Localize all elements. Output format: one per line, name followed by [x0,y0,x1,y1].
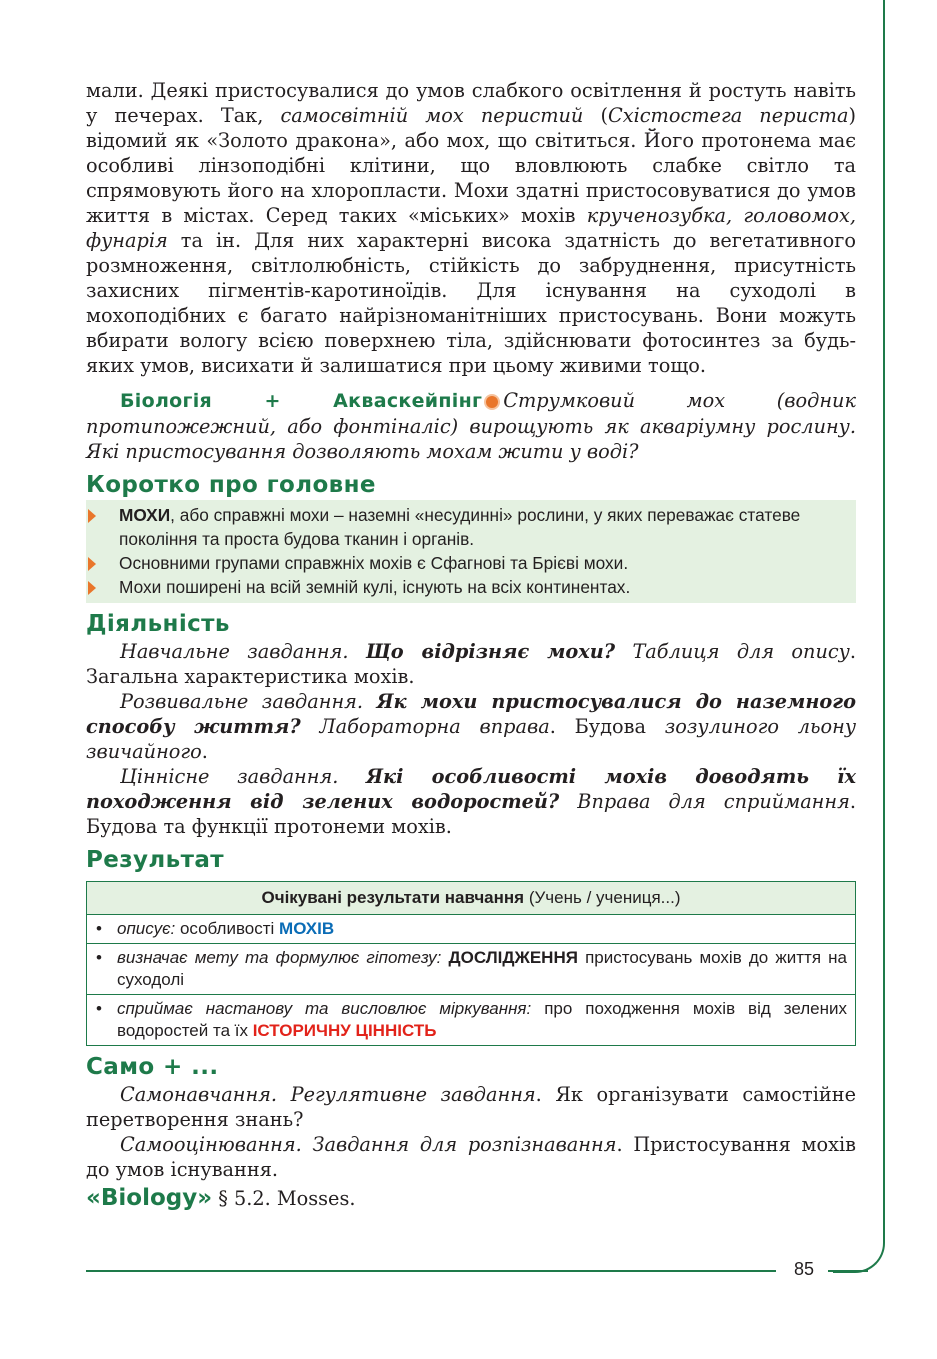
text-run: про походження мохів від зелених водоростей та їх [117,999,848,1040]
summary-item-text [119,577,630,597]
results-header-bold: Очікувані результати навчання [261,888,525,907]
text-run: самосвітній мох перистий [280,104,584,127]
text-run: ДОСЛІДЖЕННЯ [448,948,578,967]
summary-item-text [119,553,628,573]
self-heading: Само + ... [86,1054,219,1080]
text-run: пристосувань мохів до життя на суходолі [117,948,847,989]
text-run: Як мохи пристосувалися до наземного способу життя? [86,690,856,738]
summary-heading: Коротко про головне [86,472,376,498]
text-run: Розвивальне завдання. [120,690,377,713]
text-run: Вправа для сприймання [559,790,850,813]
text-run: мали. Деякі пристосувалися до умов слабкого освітлення й ростуть навіть у печерах. Так, [86,79,856,127]
result-text [117,919,334,938]
summary-box [86,500,856,603]
text-run: Які особливості мохів доводять їх походження від зелених водоростей? [86,765,856,813]
table-cell [87,944,856,995]
text-run: сприймає настанову та висловлює міркування: [117,999,532,1018]
summary-item-text [119,505,800,549]
biology-aquascaping-note [86,388,856,464]
text-run: Таблиця для опису [615,640,850,663]
orange-arrow-icon [88,509,96,523]
text-run: МОХИ [119,505,171,525]
text-run: Лабораторна вправа [300,715,550,738]
self-assessment-paragraph [86,1132,856,1182]
results-table-header [87,882,856,915]
text-run: крученозубка, головомох, фунарія [86,204,856,252]
summary-item [86,575,856,599]
table-cell [87,995,856,1046]
text-run: . Загальна характеристика мохів. [86,640,856,688]
page-number: 85 [793,1259,815,1279]
text-run: . Будова та функції протонеми мохів. [86,790,856,838]
result-heading: Результат [86,847,224,873]
biology-reference-label: «Biology» [86,1185,213,1211]
text-run: . Пристосування мохів до умов існування. [86,1133,856,1181]
results-table [86,881,856,1046]
summary-item [86,551,856,575]
text-run [441,948,448,967]
text-run: ( [583,104,608,127]
activity-task-developing [86,689,856,764]
activity-task-value [86,764,856,839]
biology-reference [86,1186,856,1211]
results-header-rest: (Учень / учениця...) [524,888,681,907]
table-row [87,995,856,1046]
text-run: Що відрізняє мохи? [365,640,616,663]
table-row [87,944,856,995]
flower-icon [486,396,498,408]
bullet-icon: • [96,999,102,1018]
summary-item [86,503,856,551]
footer-divider-right [828,1270,868,1272]
text-run: Самооцінювання. Завдання для розпізнавання [120,1133,617,1156]
bullet-icon: • [96,948,102,967]
result-text [117,948,847,989]
text-run: МОХІВ [279,919,335,938]
text-run: Мохи поширені на всій земній кулі, існують на всіх континентах. [119,577,631,597]
text-run: описує: [117,919,176,938]
text-run: Ціннісне завдання. [120,765,367,788]
text-run: Схістостега периста [607,104,849,127]
table-row [87,915,856,944]
bullet-icon: • [96,919,102,938]
text-run: ІСТОРИЧНУ ЦІННІСТЬ [252,1021,437,1040]
page-content [86,78,856,1211]
orange-arrow-icon [88,557,96,571]
text-run: Основними групами справжніх мохів є Сфагнові та Брієві мохи. [119,553,629,573]
table-cell [87,915,856,944]
text-run: , або справжні мохи – наземні «несудинні» рослини, у яких переважає статеве покоління та проста будова тканин і органів. [119,505,801,549]
intro-paragraph [86,78,856,378]
biology-aquascaping-text: Струмковий мох (водник протипожежний, або фонтіналіс) вирощують як акваріумну рослину. Які пристосування дозволяють мохам жити у воді? [86,389,856,463]
activity-heading: Діяльність [86,611,230,637]
text-run: . [201,740,208,763]
results-table-header-row [87,882,856,915]
footer-divider-left [86,1270,776,1272]
activity-task-learning [86,639,856,689]
text-run: ) відомий як «Золото дракона», або мох, що світиться. Його протонема має особливі лінзоподібні клітини, що вловлюють слабке світло та спрямовують його на хлоропласти. Мохи здатні пристосовуватися до умов життя в містах. Серед таких «міських» мохів [86,104,856,227]
text-run: . Як організувати самостійне перетворення знань? [86,1083,856,1131]
orange-arrow-icon [88,581,96,595]
text-run: особливості [175,919,280,938]
text-run: Самонавчання. Регулятивне завдання [120,1083,536,1106]
text-run: . Будова [549,715,665,738]
biology-aquascaping-label: Біологія + Акваскейпінг [120,390,483,412]
text-run: зозулиного льону звичайного [86,715,857,763]
text-run: та ін. Для них характерні висока здатність до вегетативного розмноження, світлолюбність, стійкість до забруднення, присутність захисних пігментів-каротиноїдів. Для існування на суходолі в мохоподібних є багато найрізноманітніших пристосувань. Вони можуть вбирати вологу всією поверхнею тіла, здійснювати фотосинтез за будь-яких умов, висихати й залишатися при цьому живими тощо. [86,229,856,377]
text-run: Навчальне завдання. [120,640,366,663]
self-learning-paragraph [86,1082,856,1132]
result-text [117,999,847,1040]
text-run: визначає мету та формулює гіпотезу: [117,948,442,967]
biology-reference-text: § 5.2. Mosses. [212,1187,356,1210]
